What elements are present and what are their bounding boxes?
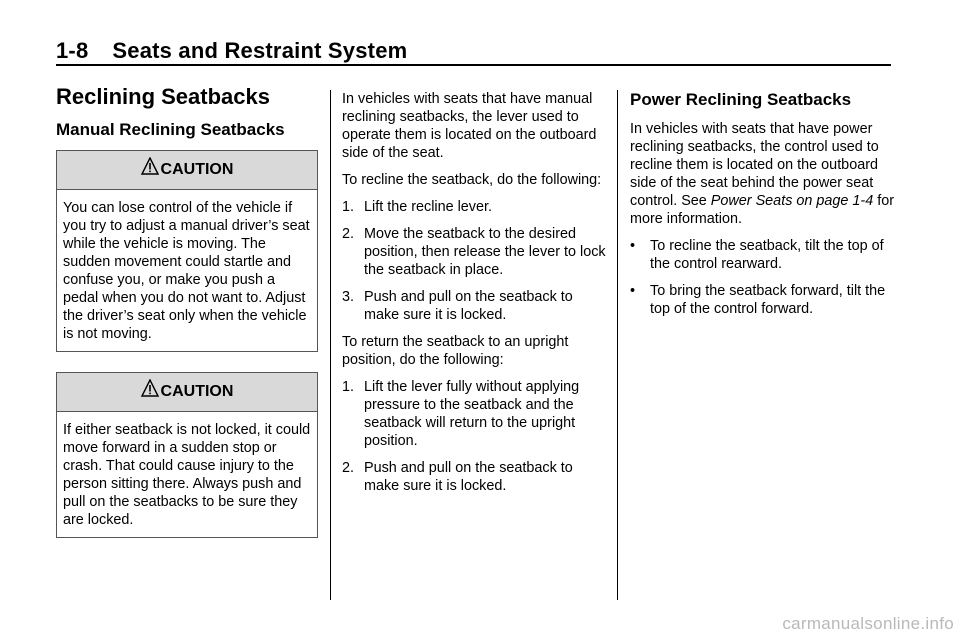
section-title: Seats and Restraint System xyxy=(112,38,408,63)
cross-reference-link[interactable]: Power Seats on page 1-4 xyxy=(710,193,874,209)
caution-box-1 xyxy=(56,150,318,352)
list-item: • To bring the seatback forward, tilt the top of the control forward. xyxy=(630,283,886,317)
power-bullets xyxy=(630,237,894,318)
caution-text-1: You can lose control of the vehicle if you try to adjust a manual driver’s seat while the vehicle is moving. The sudden movement could startle and confuse you, or make you push a pedal when you do not want to. Adjust the driver’s seat only when the vehicle is not moving. xyxy=(63,200,310,342)
warning-icon xyxy=(141,157,159,175)
caution-box-2 xyxy=(56,372,318,538)
power-heading: Power Reclining Seatbacks xyxy=(630,90,852,109)
page-number: 1-8 xyxy=(56,38,89,63)
recline-steps xyxy=(342,198,606,324)
main-heading: Reclining Seatbacks xyxy=(56,84,270,109)
return-steps xyxy=(342,378,606,495)
list-item: 2. Move the seatback to the desired position, then release the lever to lock the seatback in place. xyxy=(342,226,606,278)
column-divider-1 xyxy=(330,90,331,600)
page-header xyxy=(56,38,407,64)
manual-subheading: Manual Reclining Seatbacks xyxy=(56,120,285,139)
caution-label-1: CAUTION xyxy=(160,161,234,178)
column-divider-2 xyxy=(617,90,618,600)
caution-header-2 xyxy=(57,373,317,412)
recline-intro: To recline the seatback, do the following: xyxy=(342,172,602,188)
watermark: carmanualsonline.info xyxy=(782,614,954,633)
return-intro: To return the seatback to an upright position, do the following: xyxy=(342,334,569,368)
column-2 xyxy=(342,90,606,504)
list-item: 3. Push and pull on the seatback to make sure it is locked. xyxy=(342,289,573,323)
column-1 xyxy=(56,84,318,558)
bullet-icon: • xyxy=(630,283,636,299)
list-item: • To recline the seatback, tilt the top of the control rearward. xyxy=(630,238,884,272)
bullet-icon: • xyxy=(630,238,636,254)
header-rule xyxy=(56,64,891,66)
caution-text-2: If either seatback is not locked, it could move forward in a sudden stop or crash. That could cause injury to the person sitting there. Always push and pull on the seatbacks to be sure they are locked. xyxy=(63,422,311,528)
manual-intro: In vehicles with seats that have manual reclining seatbacks, the lever used to operate them is located on the outboard side of the seat. xyxy=(342,91,597,161)
caution-label-2: CAUTION xyxy=(160,383,234,400)
list-item: 1. Lift the lever fully without applying pressure to the seatback and the seatback will return to the upright position. xyxy=(342,379,580,449)
warning-icon xyxy=(141,379,159,397)
list-item: 1. Lift the recline lever. xyxy=(342,199,492,215)
column-3 xyxy=(630,90,894,327)
power-intro: In vehicles with seats that have power reclining seatbacks, the control used to recline them is located on the outboard side of the seat behind the power seat control. See Power Seats on page 1-4 for more information. xyxy=(630,121,894,227)
list-item: 2. Push and pull on the seatback to make sure it is locked. xyxy=(342,460,573,494)
caution-header-1 xyxy=(57,151,317,190)
